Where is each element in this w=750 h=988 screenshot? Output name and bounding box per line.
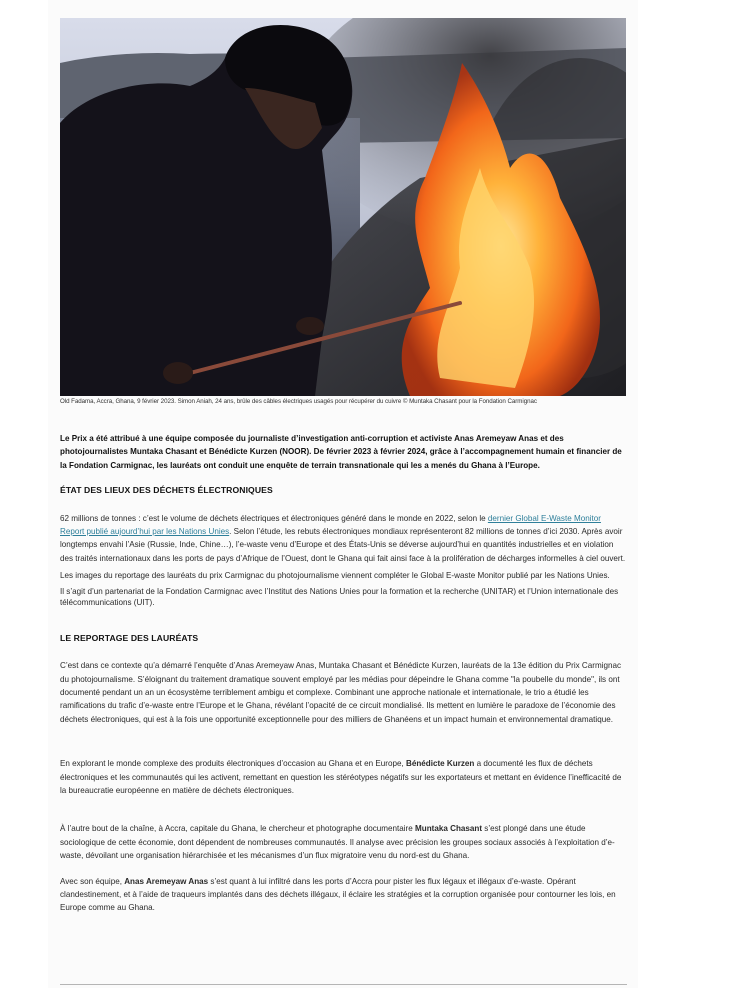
paragraph-etat-des-lieux-2: Les images du reportage des lauréats du prix Carmignac du photojournalisme viennent compléter le Global E-waste Monitor publié par les Nations Unies. (60, 571, 610, 581)
global-ewaste-monitor-link[interactable]: dernier Global E-Waste Monitor Report publié aujourd’hui par les Nations Unies (60, 513, 601, 537)
section-heading-reportage: LE REPORTAGE DES LAURÉATS (60, 632, 199, 643)
paragraph-etat-des-lieux-3: Il s’agit d’un partenariat de la Fondation Carmignac avec l’Institut des Nations Unies pour la formation et la recherche (UNITAR) et l’Union internationale des télécommunications (UIT). (60, 586, 619, 608)
divider (60, 984, 627, 985)
text-span: s’est quant à lui infiltré dans les ports d’Accra pour pister les flux légaux et illégaux d’e-waste. Opérant clandestinement, et à l’aide de traqueurs implantés dans des déchets illégaux, il éclaire les stratégies et la corruption organisée pour contourner les lois, en Europe comme au Ghana. (60, 876, 616, 913)
text-span: Avec son équipe, (60, 876, 125, 886)
text-span: . Selon l’étude, les rebuts électroniques mondiaux représenteront 82 millions de tonnes d’ici 2030. Après avoir longtemps envahi l’Asie (Russie, Inde, Chine…), l’e-waste venu d’Europe et des États-Unis se déverse aujourd’hui en quantités industrielles et en violation des traités internationaux dans les ports de pays d’Afrique de l’Ouest, dont le Ghana qui fait ainsi face à la prolifération de décharges informelles à ciel ouvert. (60, 527, 626, 563)
paragraph-reportage-chasant (60, 822, 627, 862)
photo-illustration (60, 18, 626, 396)
name-muntaka-chasant: Muntaka Chasant (415, 824, 483, 834)
text-span: 62 millions de tonnes : c’est le volume de déchets électriques et électroniques généré dans le monde en 2022, selon le (60, 513, 488, 523)
photo-caption: Old Fadama, Accra, Ghana, 9 février 2023. Simon Aniah, 24 ans, brûle des câbles électriques usagés pour récupérer du cuivre © Muntaka Chasant pour la Fondation Carmignac (60, 398, 537, 405)
name-benedicte-kurzen: Bénédicte Kurzen (406, 759, 475, 769)
article-body (60, 432, 627, 915)
paragraph-reportage-anas (60, 875, 627, 915)
text-span: À l’autre bout de la chaîne, à Accra, capitale du Ghana, le chercheur et photographe documentaire (60, 824, 416, 834)
section-heading-etat-des-lieux: ÉTAT DES LIEUX DES DÉCHETS ÉLECTRONIQUES (60, 485, 273, 496)
text-span: En explorant le monde complexe des produits électroniques d’occasion au Ghana et en Europe, (60, 759, 406, 769)
text-span: s’est plongé dans une étude sociologique de cette économie, dont dépendent de nombreuses communautés. Il analyse avec précision les groupes sociaux associés à l’exploitation d’e-waste, dévoilant une organisation hiérarchisée et les mécanismes d’un flux migratoire venu du nord-est du Ghana. (60, 824, 615, 861)
name-anas-aremeyaw-anas: Anas Aremeyaw Anas (124, 876, 209, 886)
paragraph-reportage-kurzen (60, 757, 627, 797)
lead-paragraph: Le Prix a été attribué à une équipe composée du journaliste d’investigation anti-corruption et activiste Anas Aremeyaw Anas et des photojournalistes Muntaka Chasant et Bénédicte Kurzen (NOOR). De février 2023 à février 2024, grâce à l’accompagnement humain et financier de la Fondation Carmignac, les lauréats ont conduit une enquête de terrain transnationale qui les a menés du Ghana à l’Europe. (60, 434, 622, 470)
text-span: a documenté les flux de déchets électroniques et les communautés qui les activent, remettant en question les stéréotypes négatifs sur les exportateurs et mettant en évidence l’inefficacité de la bureaucratie européenne en matière de déchets électroniques. (60, 759, 622, 795)
paragraph-reportage-1: C’est dans ce contexte qu’a démarré l’enquête d’Anas Aremeyaw Anas, Muntaka Chasant et Bénédicte Kurzen, lauréats de la 13e édition du Prix Carmignac du photojournalisme. S’éloignant du traitement dramatique souvent employé par les médias pour dépeindre le Ghana comme "la poubelle du monde", ils ont documenté pendant un an un écosystème terriblement ambigu et complexe. Combinant une approche nationale et internationale, le trio a étudié les ramifications du trafic d’e-waste entre l’Europe et le Ghana, révélant l’opacité de ce circuit mondialisé. Ils mettent en lumière le paradoxe de l’économie des déchets électroniques, qui est à la fois une opportunité exceptionnelle pour des milliers de Ghanéens et un impact humain et environnemental dramatique. (60, 661, 622, 724)
article-photo (60, 18, 626, 396)
paragraph-etat-des-lieux-1 (60, 512, 627, 566)
